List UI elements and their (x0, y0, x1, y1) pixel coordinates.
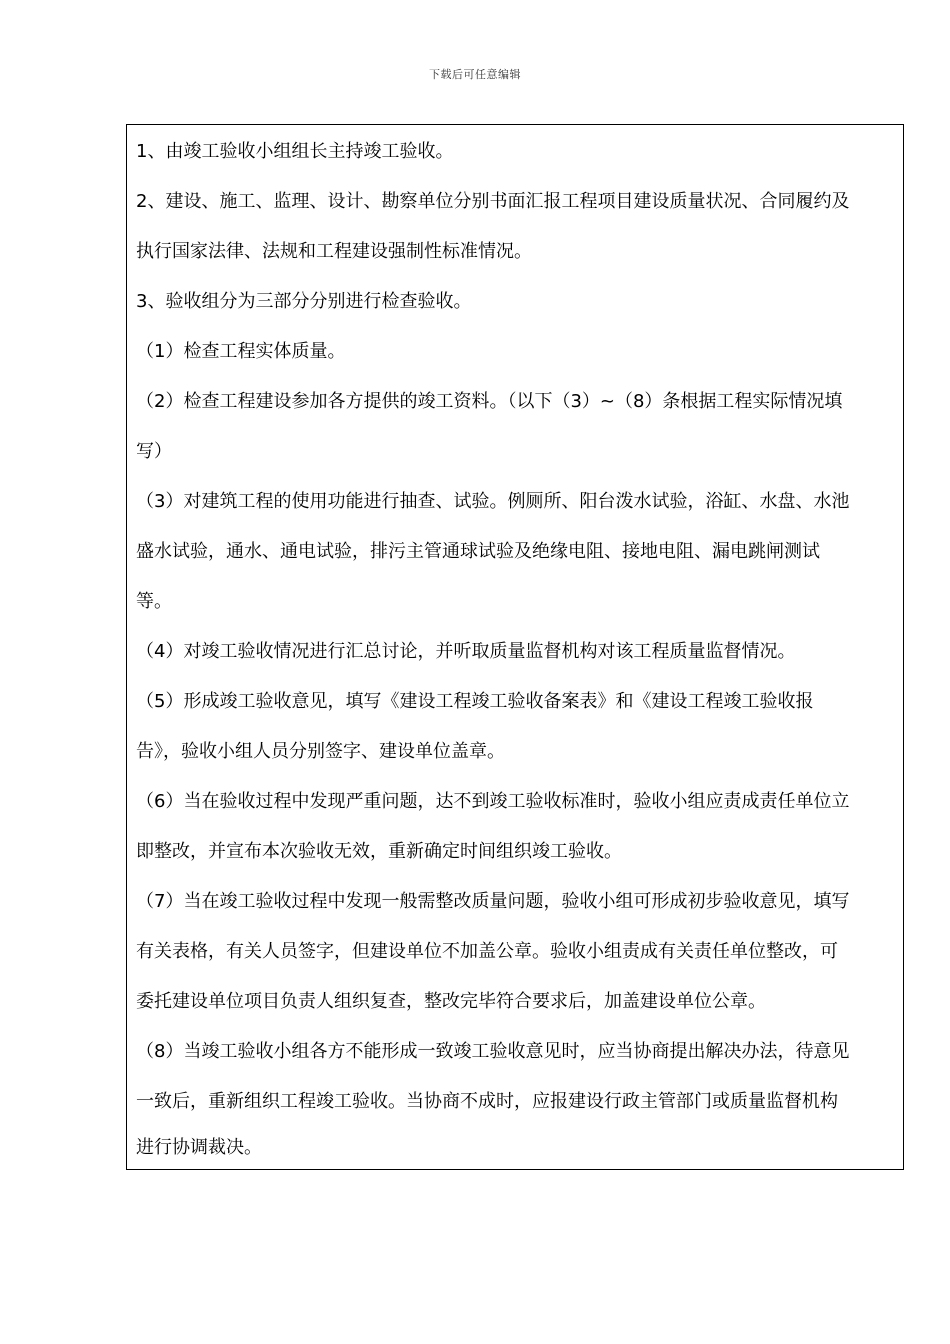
paragraph-5-line-2: 写） (136, 441, 172, 462)
paragraph-3-line-1: 3、验收组分为三部分分别进行检查验收。 (136, 291, 472, 312)
paragraph-6-line-2: 盛水试验，通水、通电试验，排污主管通球试验及绝缘电阻、接地电阻、漏电跳闸测试 (136, 541, 820, 562)
paragraph-9-line-1: （6）当在验收过程中发现严重问题，达不到竣工验收标准时，验收小组应责成责任单位立 (136, 791, 850, 812)
paragraph-9-line-2: 即整改，并宣布本次验收无效，重新确定时间组织竣工验收。 (136, 841, 622, 862)
paragraph-2-line-1: 2、建设、施工、监理、设计、勘察单位分别书面汇报工程项目建设质量状况、合同履约及 (136, 191, 850, 212)
paragraph-6-line-3: 等。 (136, 591, 172, 612)
paragraph-10-line-3: 委托建设单位项目负责人组织复查，整改完毕符合要求后，加盖建设单位公章。 (136, 991, 766, 1012)
paragraph-7-line-1: （4）对竣工验收情况进行汇总讨论，并听取质量监督机构对该工程质量监督情况。 (136, 641, 796, 662)
paragraph-10-line-1: （7）当在竣工验收过程中发现一般需整改质量问题，验收小组可形成初步验收意见，填写 (136, 891, 850, 912)
paragraph-8-line-1: （5）形成竣工验收意见，填写《建设工程竣工验收备案表》和《建设工程竣工验收报 (136, 691, 814, 712)
paragraph-8-line-2: 告》，验收小组人员分别签字、建设单位盖章。 (136, 741, 505, 762)
paragraph-5-line-1: （2）检查工程建设参加各方提供的竣工资料。（以下（3）~（8）条根据工程实际情况填 (136, 391, 843, 412)
paragraph-1-line-1: 1、由竣工验收小组组长主持竣工验收。 (136, 141, 454, 162)
paragraph-10-line-2: 有关表格，有关人员签字，但建设单位不加盖公章。验收小组责成有关责任单位整改，可 (136, 941, 838, 962)
page-header-note: 下载后可任意编辑 (429, 68, 521, 81)
paragraph-4-line-1: （1）检查工程实体质量。 (136, 341, 346, 362)
paragraph-11-line-3: 进行协调裁决。 (136, 1137, 262, 1158)
paragraph-2-line-2: 执行国家法律、法规和工程建设强制性标准情况。 (136, 241, 532, 262)
paragraph-11-line-2: 一致后，重新组织工程竣工验收。当协商不成时，应报建设行政主管部门或质量监督机构 (136, 1091, 838, 1112)
paragraph-6-line-1: （3）对建筑工程的使用功能进行抽查、试验。例厕所、阳台泼水试验，浴缸、水盘、水池 (136, 491, 850, 512)
paragraph-11-line-1: （8）当竣工验收小组各方不能形成一致竣工验收意见时，应当协商提出解决办法，待意见 (136, 1041, 850, 1062)
document-content-box (126, 124, 904, 1170)
